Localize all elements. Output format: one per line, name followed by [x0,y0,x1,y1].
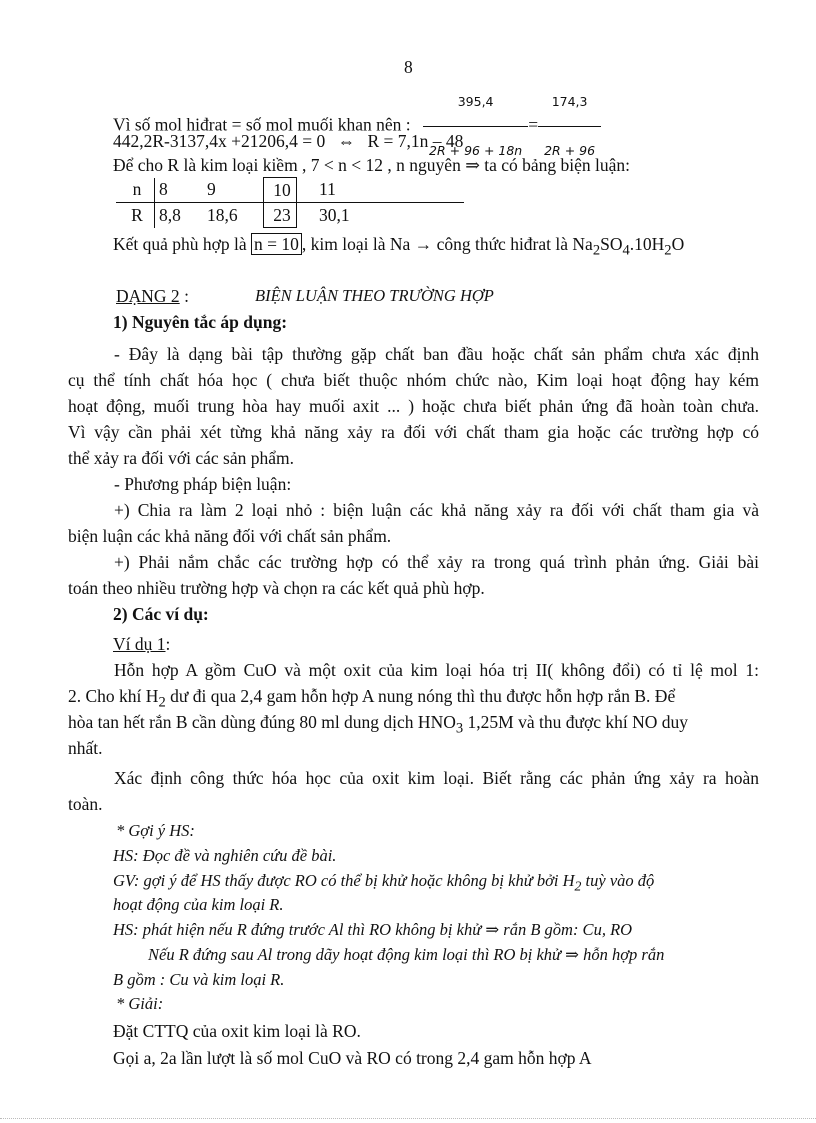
equivalence-arrow: ⇔ [337,131,356,151]
paragraph-line: - Đây là dạng bài tập thường gặp chất ban đầu hoặc chất sản phẩm chưa xác định [114,344,759,364]
r-equation-right: R = 7,1n – 48 [367,131,464,151]
problem-line: Hỗn hợp A gồm CuO và một oxit của kim loại hóa trị II( không đổi) có tỉ lệ mol 1: [114,660,759,680]
section-title: BIỆN LUẬN THEO TRƯỜNG HỢP [255,286,494,305]
hint-line: HS: Đọc đề và nghiên cứu đề bài. [113,846,337,865]
problem-line [68,711,688,740]
page-bottom-border [0,1118,816,1119]
fraction-1-denominator: 2R + 96 + 18n [429,143,523,158]
fraction-2-numerator: 174,3 [538,80,601,127]
r-equation-left: 442,2R-3137,4x +21206,4 = 0 [113,131,326,151]
solution-line: Đặt CTTQ của oxit kim loại là RO. [113,1021,361,1041]
problem-text-a: 2. Cho khí H [68,686,159,706]
problem-line: toàn. [68,794,103,814]
hint-line: B gồm : Cu và kim loại R. [113,970,285,989]
result-line [113,233,684,262]
table-cell: 18,6 [207,204,238,225]
problem-text-b: 1,25M và thu được khí NO duy [463,712,688,732]
hint-line: hoạt động của kim loại R. [113,895,284,914]
result-text: Kết quả phù hợp là [113,234,247,254]
result-text: công thức hiđrat là Na [432,234,593,254]
paragraph-line: hoạt động, muối trung hòa hay muối axit ... ) hoặc chưa biết phản ứng đã hoàn toàn chưa. [68,396,759,416]
heading-principles: 1) Nguyên tắc áp dụng: [113,312,288,332]
table-cell: 30,1 [319,204,350,225]
heading-examples: 2) Các ví dụ: [113,604,209,624]
hint-line: Nếu R đứng sau Al trong dãy hoạt động kim loại thì RO bị khử ⇒ hỗn hợp rắn [148,945,665,964]
paragraph-line: cụ thể tính chất hóa học ( chưa biết thuộc nhóm chức nào, Kim loại hoạt động hay kém [68,370,759,390]
fraction-1-numerator: 395,4 [423,80,528,127]
table-cell: n [116,178,155,203]
equals-sign: = [528,114,539,135]
table-cell: 9 [203,178,264,203]
table-cell: 8 [155,178,204,203]
subscript: 2 [592,242,601,259]
result-text: .10H [629,234,665,254]
solution-title: * Giải: [116,994,164,1013]
section-heading [116,285,494,307]
table-cell-highlight: 10 [264,178,297,203]
result-text: SO [600,234,623,254]
hydrate-equation-text: Vì số mol hiđrat = số mol muối khan nên : [113,114,411,135]
example-colon: : [165,634,171,654]
hint-text-b: tuỳ vào độ [581,871,655,890]
problem-text-a: hòa tan hết rắn B cần dùng đúng 80 ml dung dịch HNO [68,712,456,732]
page-number: 8 [404,57,413,77]
subscript: 2 [158,694,166,711]
hint-line: HS: phát hiện nếu R đứng trước Al thì RO không bị khử ⇒ rắn B gồm: Cu, RO [113,920,633,939]
method-intro: - Phương pháp biện luận: [114,474,292,494]
subscript: 2 [664,242,672,259]
problem-text [68,685,675,714]
subscript: 2 [574,878,582,894]
solution-line: Gọi a, 2a lần lượt là số mol CuO và RO có trong 2,4 gam hỗn hợp A [113,1048,592,1068]
table-cell: 8,8 [159,204,181,225]
paragraph-line: +) Phải nắm chắc các trường hợp có thể xảy ra trong quá trình phản ứng. Giải bài [114,552,759,572]
example-label [113,633,170,655]
example-label-text: Ví dụ 1 [113,634,166,654]
hint-text-a: GV: gợi ý để HS thấy được RO có thể bị khử hoặc không bị khử bởi H [113,871,575,890]
result-text: O [671,234,685,254]
subscript: 3 [455,720,464,737]
result-boxed-value: n = 10 [251,233,302,255]
table-row [116,203,464,228]
paragraph-line: biện luận các khả năng đối với chất sản phẩm. [68,526,392,546]
problem-text-b: dư đi qua 2,4 gam hỗn hợp A nung nóng thì thu được hỗn hợp rắn B. Để [165,686,676,706]
r-equation [113,130,463,152]
discussion-table [116,177,464,228]
paragraph-line: toán theo nhiều trường hợp và chọn ra các kết quả phù hợp. [68,578,485,598]
hint-title: * Gợi ý HS: [116,821,195,840]
section-label: DẠNG 2 [116,286,180,306]
table-cell-highlight: 23 [264,203,297,228]
table-cell: R [116,203,155,228]
result-text: , kim loại là Na → [301,234,433,254]
problem-line [68,685,759,714]
section-colon: : [179,286,189,306]
paragraph-line: thể xảy ra đối với các sản phẩm. [68,448,294,468]
problem-line: Xác định công thức hóa học của oxit kim loại. Biết rằng các phản ứng xảy ra hoàn [114,768,759,788]
paragraph-line: Vì vậy cần phải xét từng khả năng xảy ra đối với chất tham gia hoặc các trường hợp có [68,422,759,442]
table-row [116,178,464,203]
condition-line: Để cho R là kim loại kiềm , 7 < n < 12 , n nguyên ⇒ ta có bảng biện luận: [113,155,631,175]
table-cell: 11 [297,178,465,203]
fraction-2-denominator: 2R + 96 [544,143,596,158]
paragraph-line: +) Chia ra làm 2 loại nhỏ : biện luận các khả năng xảy ra đối với chất tham gia và [114,500,759,520]
problem-line: nhất. [68,738,103,758]
subscript: 4 [622,242,630,259]
